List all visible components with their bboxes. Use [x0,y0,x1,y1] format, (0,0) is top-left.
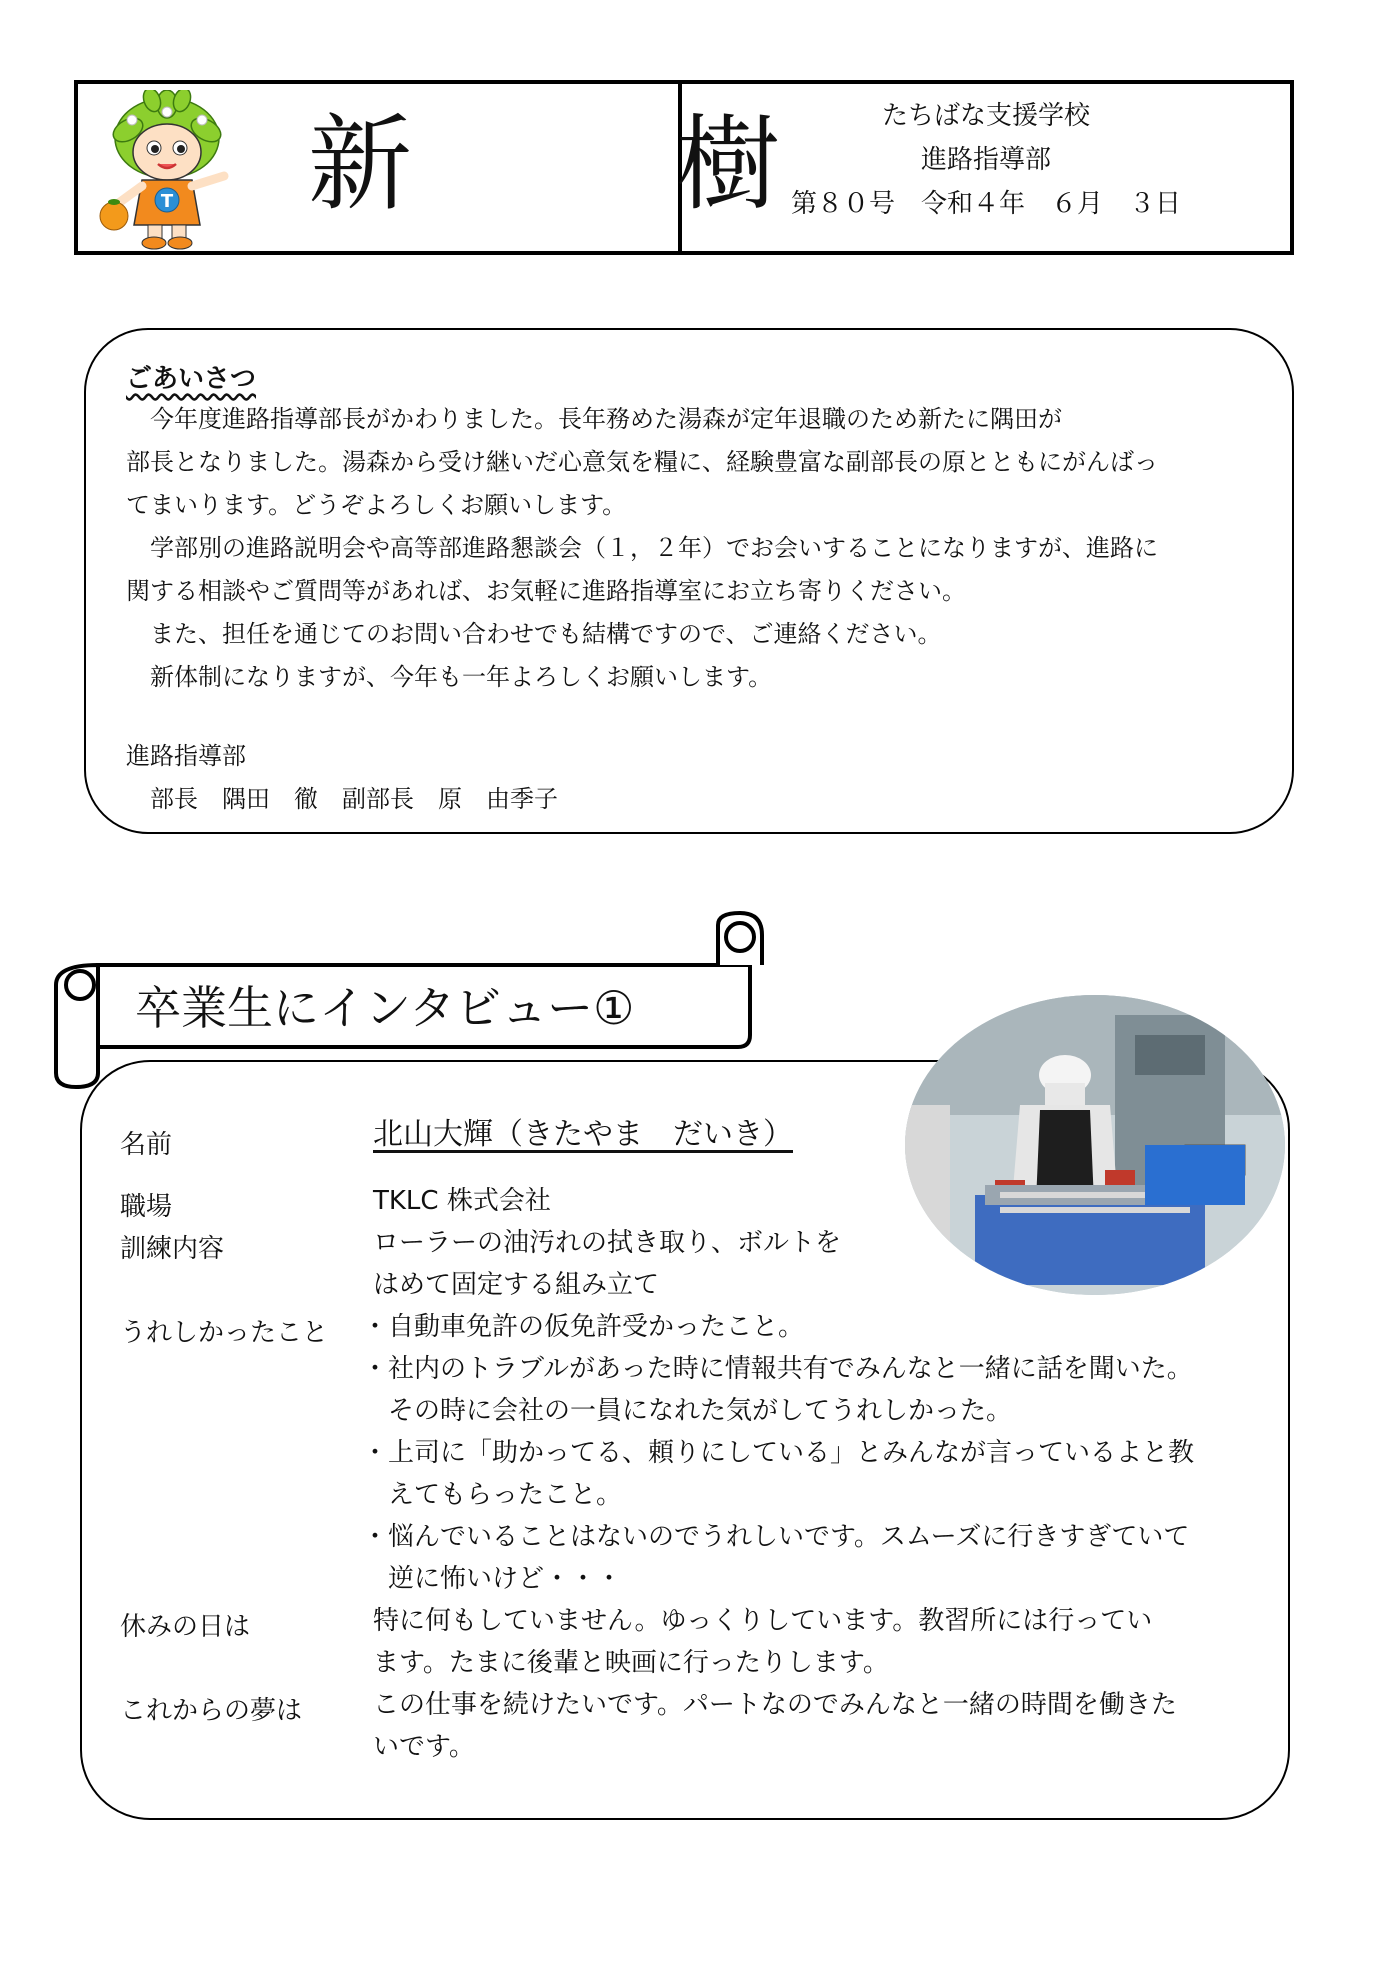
training-line: ローラーの油汚れの拭き取り、ボルトを [373,1228,842,1258]
signature-department: 進路指導部 [126,742,246,770]
department-name: 進路指導部 [920,145,1051,175]
dream-label: これからの夢は [120,1696,303,1726]
greeting-line: 関する相談やご質問等があれば、お気軽に進路指導室にお立ち寄りください。 [126,577,966,605]
signature-names: 部長 隅田 徹 副部長 原 由季子 [126,785,558,813]
greeting-line: 部長となりました。湯森から受け継いだ心意気を糧に、経験豊富な副部長の原とともにがんばっ [126,448,1158,476]
holiday-value [373,1600,1152,1684]
happy-value [362,1306,1194,1600]
greeting-line: また、担任を通じてのお問い合わせでも結構ですので、ご連絡ください。 [126,620,942,648]
name-label: 名前 [120,1130,173,1160]
greeting-body [126,398,1266,699]
happy-label: うれしかったこと [120,1318,329,1348]
happy-line: ・上司に「助かってる、頼りにしている」とみんなが言っているよと教 [362,1438,1195,1468]
holiday-label: 休みの日は [120,1612,251,1642]
greeting-title: ごあいさつ [126,364,257,394]
training-line: はめて固定する組み立て [373,1270,660,1300]
interview-banner-title: 卒業生にインタビュー① [135,981,635,1035]
happy-line: ・社内のトラブルがあった時に情報共有でみんなと一緒に話を聞いた。 [362,1354,1193,1384]
greeting-box [84,328,1294,834]
holiday-line: 特に何もしていません。ゆっくりしています。教習所には行ってい [373,1606,1153,1636]
happy-line: その時に会社の一員になれた気がしてうれしかった。 [362,1396,1013,1426]
dream-line: いです。 [373,1732,475,1762]
happy-line: えてもらったこと。 [362,1480,623,1510]
issue-info: 第８０号 令和４年 ６月 ３日 [790,189,1181,219]
happy-line: ・悩んでいることはないのでうれしいです。スムーズに行きすぎていて [362,1522,1190,1552]
greeting-line: 学部別の進路説明会や高等部進路懇談会（１，２年）でお会いすることになりますが、進路に [126,534,1158,562]
workplace-label: 職場 [120,1192,173,1222]
greeting-signature [126,735,558,821]
training-label: 訓練内容 [120,1234,225,1264]
greeting-line: 今年度進路指導部長がかわりました。長年務めた湯森が定年退職のため新たに隅田が [126,405,1062,433]
masthead-title-cell [78,84,861,251]
greeting-line: 新体制になりますが、今年も一年よろしくお願いします。 [126,663,773,691]
happy-line: 逆に怖いけど・・・ [362,1564,623,1594]
school-name: たちばな支援学校 [881,101,1090,131]
workplace-value: TKLC 株式会社 [373,1186,551,1216]
dream-value [373,1684,1177,1768]
greeting-line: てまいります。どうぞよろしくお願いします。 [126,491,627,519]
mascot-illustration [92,90,242,250]
newsletter-title: 新 樹 [308,103,861,225]
workplace-photo-illustration [905,995,1285,1295]
mascot-letter: T [160,191,174,212]
training-value [373,1222,841,1306]
holiday-line: ます。たまに後輩と映画に行ったりします。 [373,1648,889,1678]
happy-line: ・自動車免許の仮免許受かったこと。 [362,1312,805,1342]
masthead [74,80,1294,255]
name-value: 北山大輝（きたやま だいき） [373,1117,793,1152]
dream-line: この仕事を続けたいです。パートなのでみんなと一緒の時間を働きた [373,1690,1177,1720]
workplace-photo [905,995,1285,1295]
